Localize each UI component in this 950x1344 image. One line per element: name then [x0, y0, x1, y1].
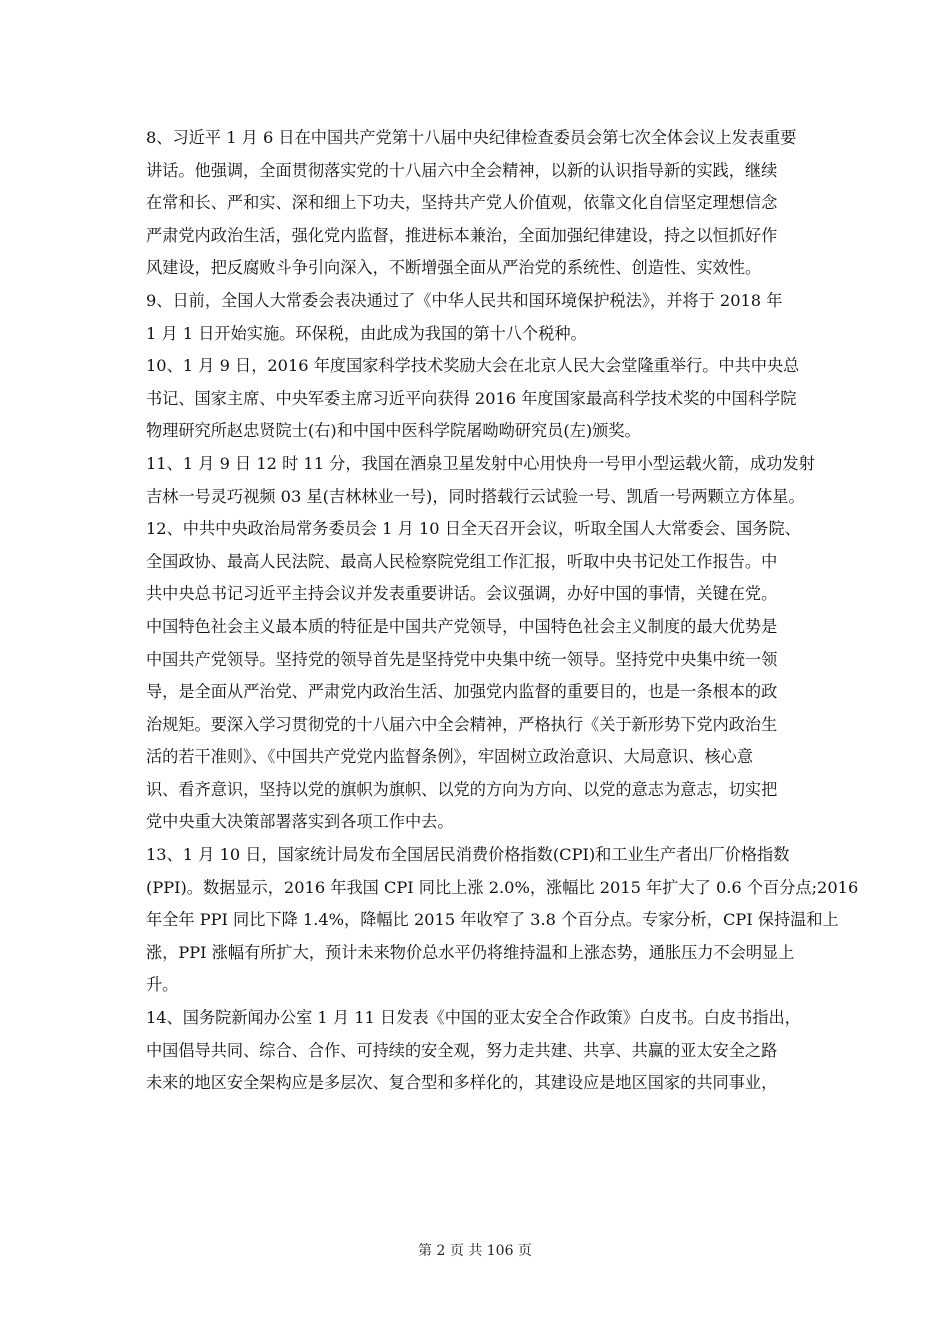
text-line: 8、习近平 1 月 6 日在中国共产党第十八届中央纪律检查委员会第七次全体会议上发表重要 — [146, 128, 797, 147]
text-line: 治规矩。要深入学习贯彻党的十八届六中全会精神，严格执行《关于新形势下党内政治生 — [146, 714, 778, 734]
text-line: 12、中共中央政治局常务委员会 1 月 10 日全天召开会议，听取全国人大常委会、国务院、 — [146, 519, 801, 539]
text-line: 讲话。他强调，全面贯彻落实党的十八届六中全会精神，以新的认识指导新的实践，继续 — [146, 160, 778, 180]
text-line: 全国政协、最高人民法院、最高人民检察院党组工作汇报，听取中央书记处工作报告。中 — [146, 551, 778, 571]
text-line: 风建设，把反腐败斗争引向深入，不断增强全面从严治党的系统性、创造性、实效性。 — [146, 258, 762, 278]
text-line: 11、1 月 9 日 12 时 11 分，我国在酒泉卫星发射中心用快舟一号甲小型运载火箭，成功发射 — [146, 453, 815, 473]
text-line: 涨，PPI 涨幅有所扩大，预计未来物价总水平仍将维持温和上涨态势，通胀压力不会明显上 — [146, 942, 795, 962]
text-line: 吉林一号灵巧视频 03 星(吉林林业一号)，同时搭载行云试验一号、凯盾一号两颗立方体星。 — [146, 486, 805, 506]
text-line: (PPI)。数据显示，2016 年我国 CPI 同比上涨 2.0%，涨幅比 2015 年扩大了 0.6 个百分点;2016 — [146, 877, 859, 897]
text-line: 在常和长、严和实、深和细上下功夫，坚持共产党人价值观，依靠文化自信坚定理想信念 — [146, 193, 778, 213]
text-line: 共中央总书记习近平主持会议并发表重要讲话。会议强调，办好中国的事情，关键在党。 — [146, 584, 778, 604]
text-line: 14、国务院新闻办公室 1 月 11 日发表《中国的亚太安全合作政策》白皮书。白皮书指出， — [146, 1008, 801, 1028]
text-line: 活的若干准则》、《中国共产党党内监督条例》，牢固树立政治意识、大局意识、核心意 — [146, 747, 754, 767]
text-line: 书记、国家主席、中央军委主席习近平向获得 2016 年度国家最高科学技术奖的中国科学院 — [146, 388, 797, 408]
text-line: 升。 — [146, 975, 179, 995]
text-line: 10、1 月 9 日，2016 年度国家科学技术奖励大会在北京人民大会堂隆重举行。中共中央总 — [146, 356, 800, 376]
text-line: 识、看齐意识，坚持以党的旗帜为旗帜、以党的方向为方向、以党的意志为意志，切实把 — [146, 779, 778, 799]
text-line: 中国倡导共同、综合、合作、可持续的安全观，努力走共建、共享、共赢的亚太安全之路 — [146, 1040, 778, 1060]
text-line: 未来的地区安全架构应是多层次、复合型和多样化的，其建设应是地区国家的共同事业， — [146, 1073, 778, 1093]
text-line: 严肃党内政治生活，强化党内监督，推进标本兼治，全面加强纪律建设，持之以恒抓好作 — [146, 225, 778, 245]
page-number-footer: 第 2 页 共 106 页 — [418, 1243, 532, 1259]
text-line: 中国共产党领导。坚持党的领导首先是坚持党中央集中统一领导。坚持党中央集中统一领 — [146, 649, 778, 669]
text-line: 中国特色社会主义最本质的特征是中国共产党领导，中国特色社会主义制度的最大优势是 — [146, 616, 778, 636]
text-line: 党中央重大决策部署落实到各项工作中去。 — [146, 812, 454, 832]
text-line: 年全年 PPI 同比下降 1.4%，降幅比 2015 年收窄了 3.8 个百分点。专家分析，CPI 保持温和上 — [146, 910, 839, 930]
text-line: 1 月 1 日开始实施。环保税，由此成为我国的第十八个税种。 — [146, 323, 587, 343]
text-line: 物理研究所赵忠贤院士(右)和中国中医科学院屠呦呦研究员(左)颁奖。 — [146, 421, 641, 441]
document-body — [146, 122, 859, 1100]
text-line: 导，是全面从严治党、严肃党内政治生活、加强党内监督的重要目的，也是一条根本的政 — [146, 682, 778, 702]
text-line: 9、日前，全国人大常委会表决通过了《中华人民共和国环境保护税法》，并将于 2018 年 — [146, 290, 783, 310]
text-line: 13、1 月 10 日，国家统计局发布全国居民消费价格指数(CPI)和工业生产者出厂价格指数 — [146, 845, 790, 865]
